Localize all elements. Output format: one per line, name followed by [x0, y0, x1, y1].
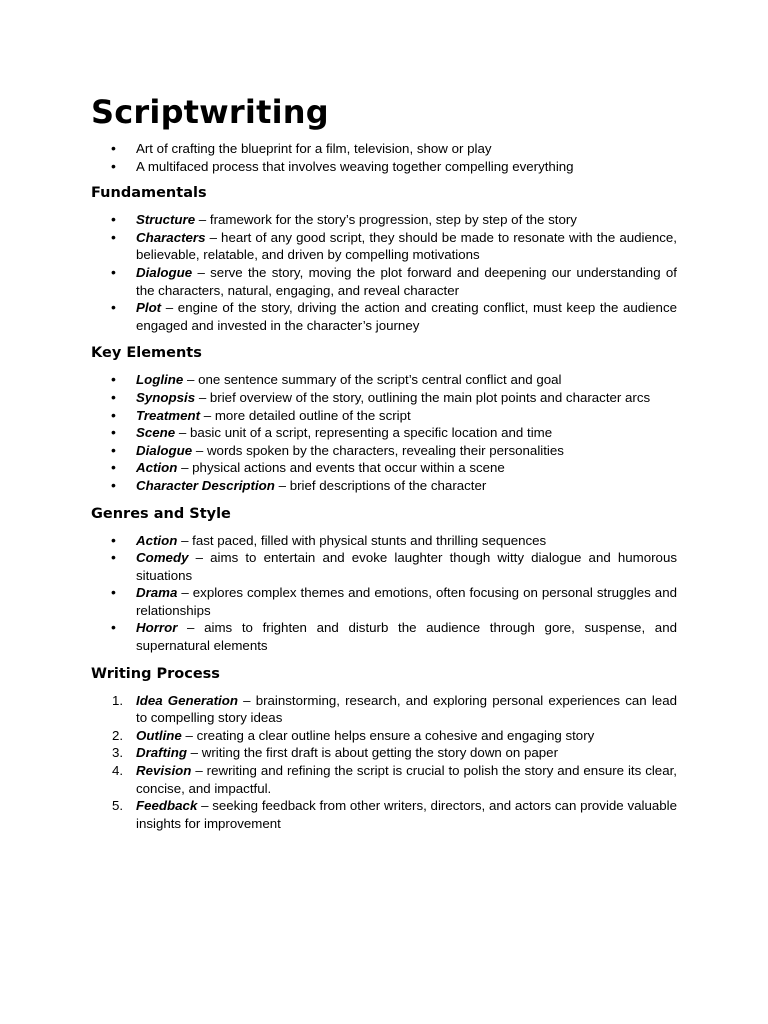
item-text: – rewriting and refining the script is crucial to polish the story and ensure its clear, concise, and impactful. — [136, 763, 677, 796]
fundamentals-list — [91, 211, 677, 334]
item-number: 4. — [112, 763, 124, 779]
item-term: Scene — [136, 425, 176, 441]
genres-list — [91, 532, 677, 655]
list-item — [91, 389, 677, 407]
list-item — [91, 459, 677, 477]
item-term: Dialogue — [136, 264, 193, 280]
item-term: Structure — [136, 212, 196, 228]
intro-item: • Art of crafting the blueprint for a film, television, show or play — [91, 140, 677, 158]
item-text: – heart of any good script, they should be made to resonate with the audience, believable, relatable, and driven by compelling motivations — [136, 229, 677, 263]
list-item — [91, 692, 677, 727]
writing-process-list — [91, 692, 677, 833]
item-text: – serve the story, moving the plot forward and deepening our understanding of the characters, natural, engaging, and reveal character — [136, 264, 677, 298]
list-item — [91, 371, 677, 389]
item-text: – aims to frighten and disturb the audience through gore, suspense, and supernatural elements — [136, 620, 677, 654]
item-number: 3. — [112, 745, 124, 761]
item-term: Comedy — [136, 550, 189, 566]
list-item — [91, 727, 677, 745]
item-number: 5. — [112, 798, 124, 814]
item-text: – explores complex themes and emotions, often focusing on personal struggles and relationships — [136, 585, 677, 618]
list-item — [91, 532, 677, 550]
item-number: 2. — [112, 727, 124, 743]
item-number: 1. — [112, 692, 124, 708]
item-text: – fast paced, filled with physical stunts and thrilling sequences — [177, 532, 547, 548]
list-item — [91, 797, 677, 832]
item-text: – creating a clear outline helps ensure a cohesive and engaging story — [181, 727, 595, 743]
item-text: – writing the first draft is about getting the story down on paper — [186, 745, 559, 761]
item-text: – physical actions and events that occur within a scene — [177, 460, 505, 476]
item-term: Synopsis — [136, 389, 196, 405]
item-text: – framework for the story’s progression, step by step of the story — [195, 212, 577, 228]
item-term: Drafting — [136, 745, 187, 761]
genres-heading: Genres and Style — [91, 505, 231, 522]
item-term: Feedback — [136, 798, 198, 814]
item-term: Characters — [136, 229, 206, 245]
item-term: Character Description — [136, 477, 275, 493]
item-text: – engine of the story, driving the action and creating conflict, must keep the audience engaged and invested in the character’s journey — [136, 300, 677, 333]
item-text: – brief descriptions of the character — [274, 477, 487, 493]
item-term: Idea Generation — [136, 692, 238, 708]
list-item — [91, 264, 677, 299]
item-term: Plot — [136, 300, 162, 316]
item-term: Logline — [136, 372, 184, 388]
item-term: Action — [136, 460, 178, 476]
writing-process-heading: Writing Process — [91, 665, 220, 682]
item-text: – one sentence summary of the script’s central conflict and goal — [183, 372, 562, 388]
intro-item: • A multifaced process that involves weaving together compelling everything — [91, 158, 677, 176]
list-item — [91, 424, 677, 442]
item-term: Treatment — [136, 407, 201, 423]
document-title: Scriptwriting — [91, 93, 329, 131]
list-item — [91, 549, 677, 584]
list-item — [91, 744, 677, 762]
fundamentals-heading: Fundamentals — [91, 185, 207, 202]
item-text: – more detailed outline of the script — [200, 407, 411, 423]
list-item — [91, 477, 677, 495]
item-text: – seeking feedback from other writers, directors, and actors can provide valuable insights for improvement — [136, 798, 677, 831]
item-text: – basic unit of a script, representing a specific location and time — [175, 425, 553, 441]
item-term: Dialogue — [136, 442, 193, 458]
item-text: – brainstorming, research, and exploring personal experiences can lead to compelling story ideas — [136, 692, 677, 726]
item-text: – brief overview of the story, outlining the main plot points and character arcs — [195, 389, 651, 405]
item-term: Action — [136, 532, 178, 548]
item-text: – words spoken by the characters, revealing their personalities — [192, 442, 564, 458]
intro-list — [91, 140, 677, 175]
item-term: Outline — [136, 727, 182, 743]
item-term: Horror — [136, 620, 178, 636]
list-item — [91, 229, 677, 264]
key-elements-list — [91, 371, 677, 494]
document-page — [91, 92, 677, 842]
list-item — [91, 762, 677, 797]
key-elements-heading: Key Elements — [91, 345, 202, 362]
list-item — [91, 619, 677, 654]
list-item — [91, 407, 677, 425]
item-text: – aims to entertain and evoke laughter though witty dialogue and humorous situations — [136, 550, 677, 583]
item-term: Drama — [136, 585, 178, 601]
item-term: Revision — [136, 763, 192, 779]
list-item — [91, 299, 677, 334]
list-item — [91, 442, 677, 460]
list-item — [91, 211, 677, 229]
list-item — [91, 584, 677, 619]
